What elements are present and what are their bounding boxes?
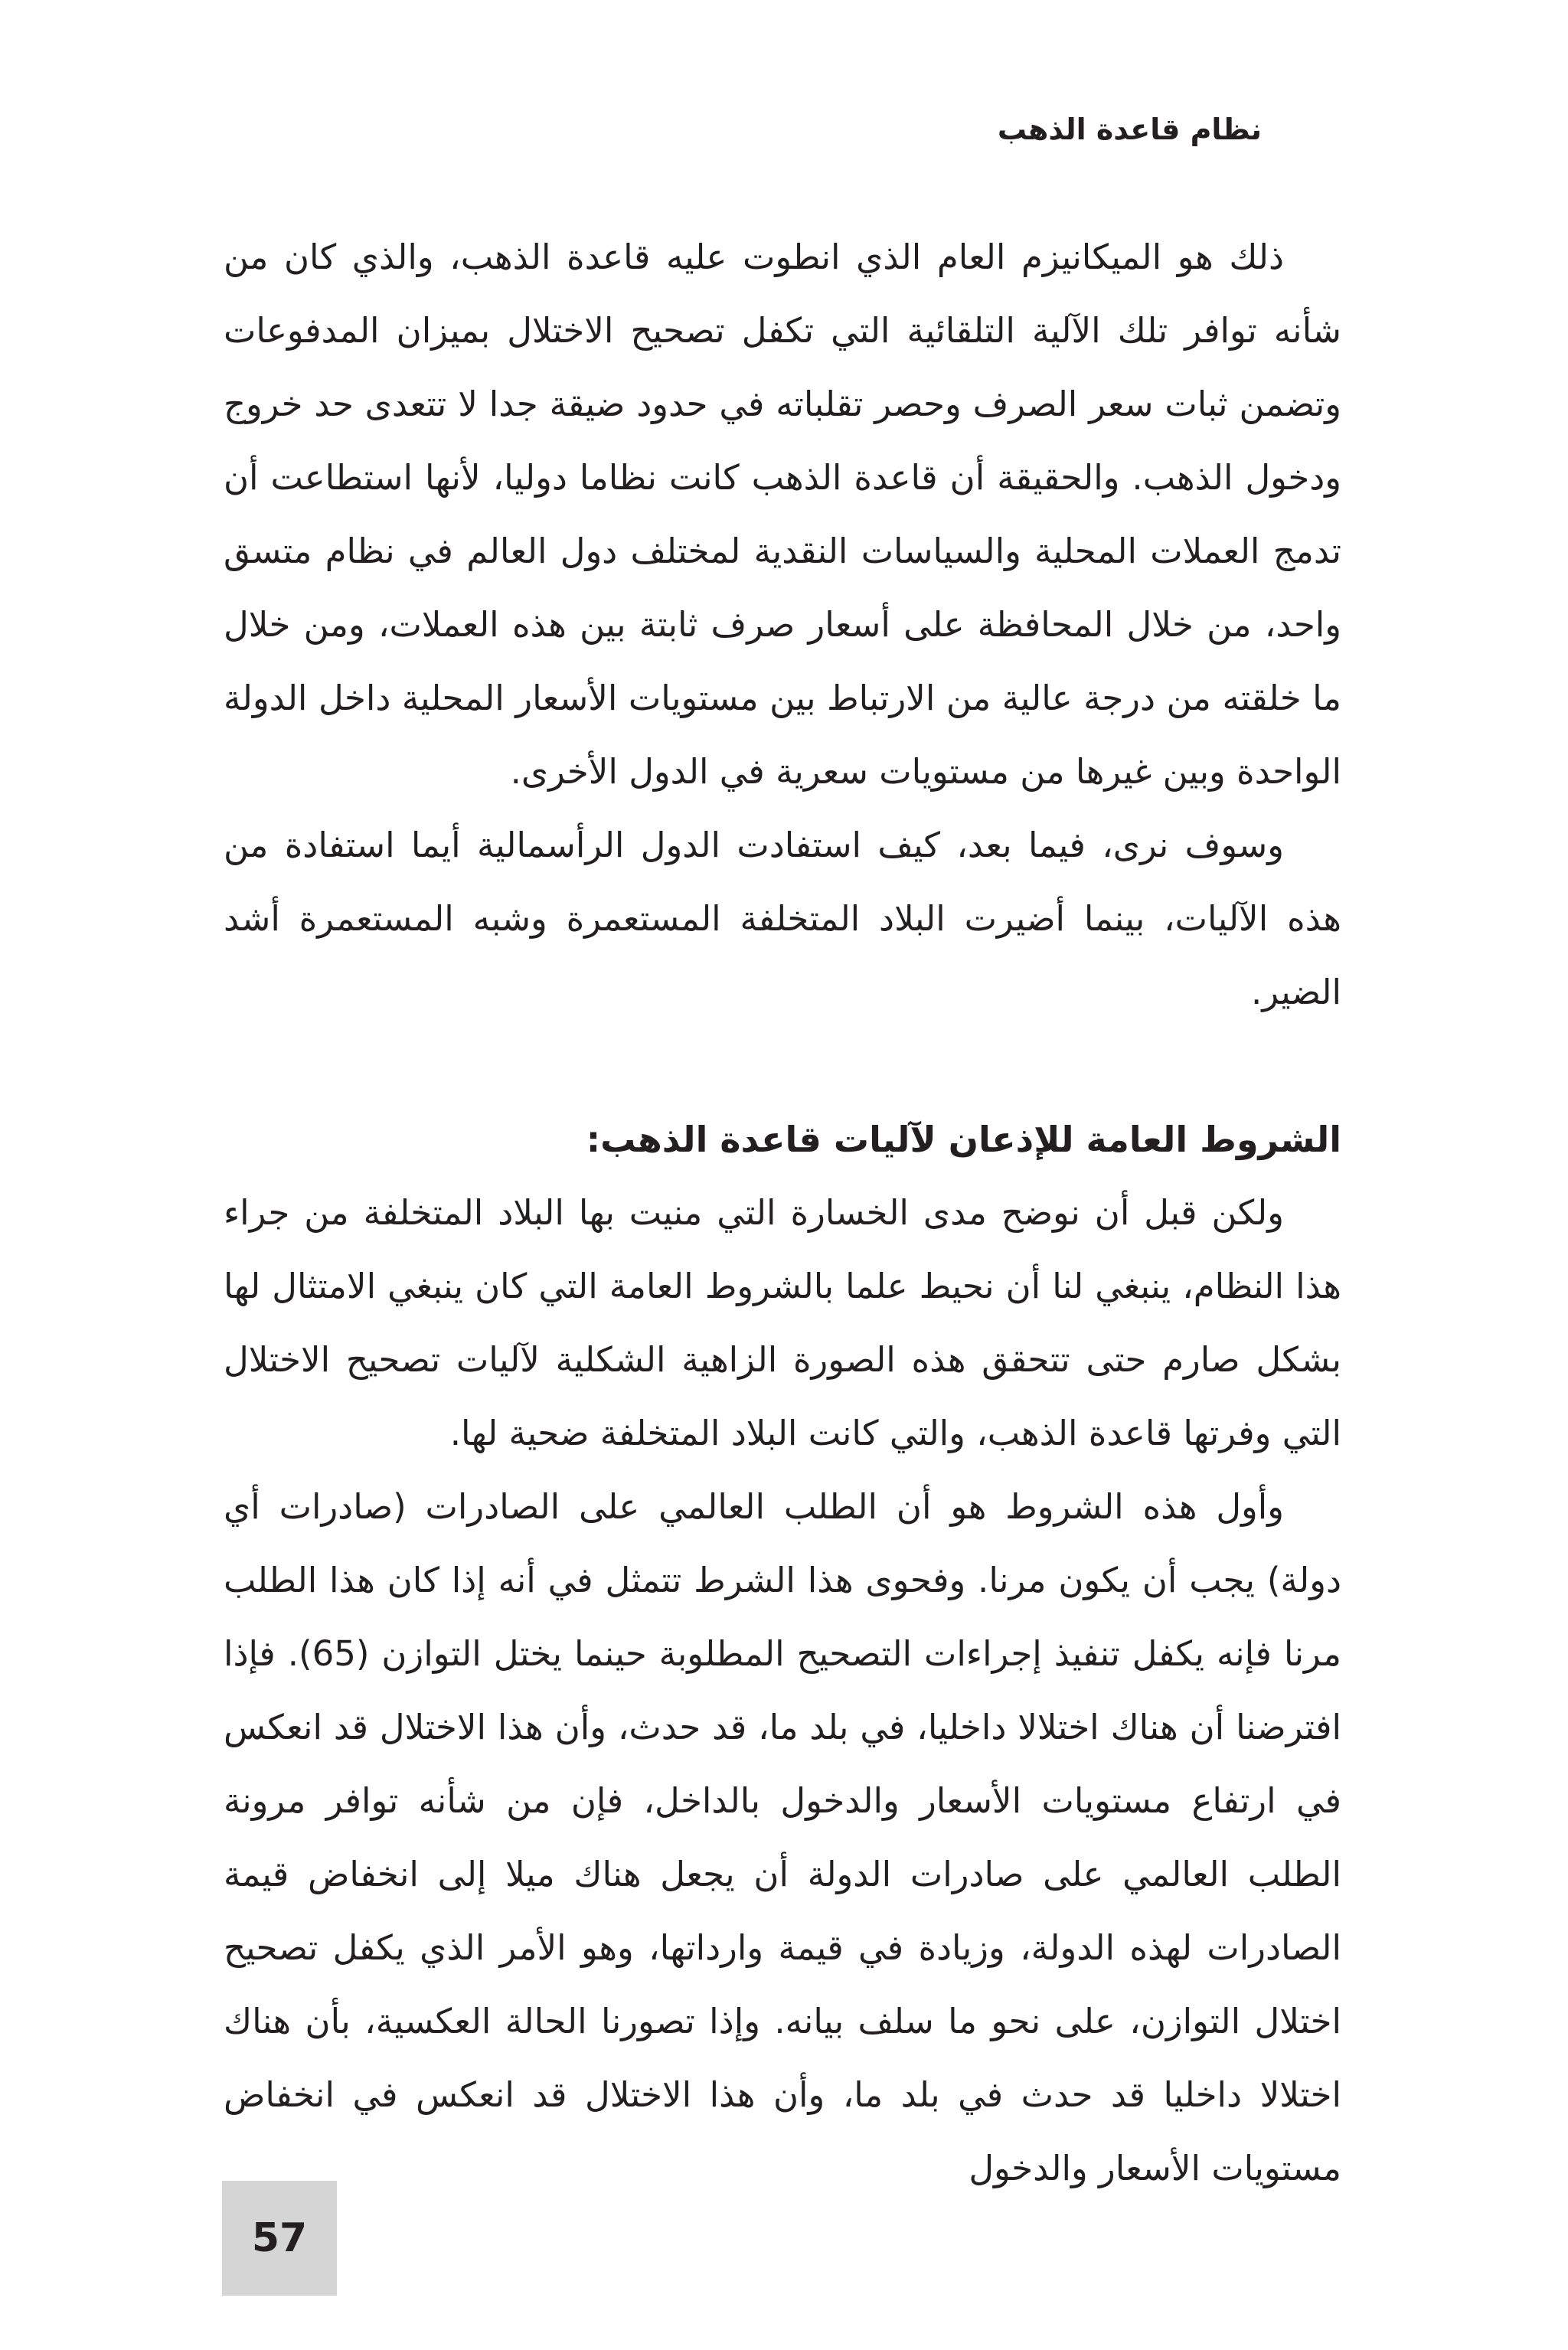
- section-paragraph-2: وأول هذه الشروط هو أن الطلب العالمي على الصادرات (صادرات أي دولة) يجب أن يكون مرنا. وفحوى هذا الشرط تتمثل في أنه إذا كان هذا الطلب مرنا فإنه يكفل تنفيذ إجراءات التصحيح المطلوبة حينما يختل التوازن (65). فإذا افترضنا أن هناك اختلالا داخليا، في بلد ما، قد حدث، وأن هذا الاختلال قد انعكس في ارتفاع مستويات الأسعار والدخول بالداخل، فإن من شأنه توافر مرونة الطلب العالمي على صادرات الدولة أن يجعل هناك ميلا إلى انخفاض قيمة الصادرات لهذه الدولة، وزيادة في قيمة وارداتها، وهو الأمر الذي يكفل تصحيح اختلال التوازن، على نحو ما سلف بيانه. وإذا تصورنا الحالة العكسية، بأن هناك اختلالا داخليا قد حدث في بلد ما، وأن هذا الاختلال قد انعكس في انخفاض مستويات الأسعار والدخول: [224, 1486, 1341, 2188]
- body-paragraph-1: ذلك هو الميكانيزم العام الذي انطوت عليه قاعدة الذهب، والذي كان من شأنه توافر تلك الآلية التلقائية التي تكفل تصحيح الاختلال بميزان المدفوعات وتضمن ثبات سعر الصرف وحصر تقلباته في حدود ضيقة جدا لا تتعدى حد خروج ودخول الذهب. والحقيقة أن قاعدة الذهب كانت نظاما دوليا، لأنها استطاعت أن تدمج العملات المحلية والسياسات النقدية لمختلف دول العالم في نظام متسق واحد، من خلال المحافظة على أسعار صرف ثابتة بين هذه العملات، ومن خلال ما خلقته من درجة عالية من الارتباط بين مستويات الأسعار المحلية داخل الدولة الواحدة وبين غيرها من مستويات سعرية في الدول الأخرى.: [224, 237, 1341, 792]
- section-heading: الشروط العامة للإذعان لآليات قاعدة الذهب:: [586, 1119, 1341, 1160]
- body-text: [224, 221, 1341, 2205]
- page-number: 57: [251, 2215, 308, 2261]
- page-number-box: [222, 2181, 337, 2296]
- body-paragraph-2: وسوف نرى، فيما بعد، كيف استفادت الدول الرأسمالية أيما استفادة من هذه الآليات، بينما أضيرت البلاد المتخلفة المستعمرة وشبه المستعمرة أشد الضير.: [224, 825, 1341, 1012]
- section-paragraph-1: ولكن قبل أن نوضح مدى الخسارة التي منيت بها البلاد المتخلفة من جراء هذا النظام، ينبغي لنا أن نحيط علما بالشروط العامة التي كان ينبغي الامتثال لها بشكل صارم حتى تتحقق هذه الصورة الزاهية الشكلية لآليات تصحيح الاختلال التي وفرتها قاعدة الذهب، والتي كانت البلاد المتخلفة ضحية لها.: [224, 1192, 1341, 1453]
- running-header-title: نظام قاعدة الذهب: [997, 113, 1262, 146]
